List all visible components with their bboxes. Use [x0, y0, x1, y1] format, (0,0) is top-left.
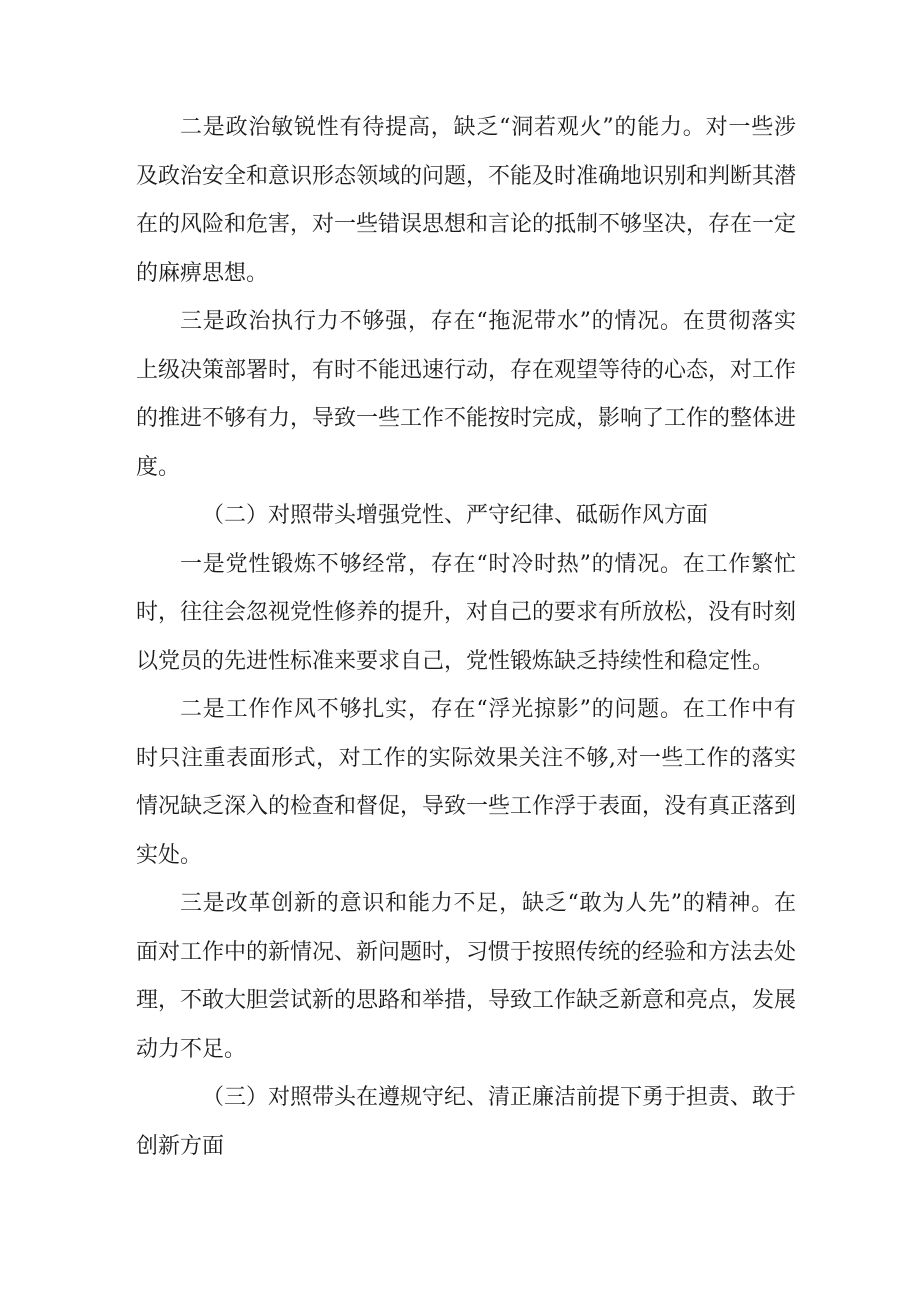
paragraph-party-training: 一是党性锻炼不够经常，存在“时冷时热”的情况。在工作繁忙时，往往会忽视党性修养的提升，对自己的要求有所放松，没有时刻以党员的先进性标准来要求自己，党性锻炼缺乏持续性和稳定性。	[136, 551, 797, 674]
document-body	[136, 104, 796, 1171]
paragraph-political-execution: 三是政治执行力不够强，存在“拖泥带水”的情况。在贯彻落实上级决策部署时，有时不能迅速行动，存在观望等待的心态，对工作的推进不够有力，导致一些工作不能按时完成，影响了工作的整体进度。	[136, 309, 797, 480]
paragraph-work-style: 二是工作作风不够扎实，存在“浮光掠影”的问题。在工作中有时只注重表面形式，对工作的实际效果关注不够,对一些工作的落实情况缺乏深入的检查和督促，导致一些工作浮于表面，没有真正落到实处。	[136, 697, 797, 868]
paragraph-political-sensitivity: 二是政治敏锐性有待提高，缺乏“洞若观火”的能力。对一些涉及政治安全和意识形态领域的问题，不能及时准确地识别和判断其潜在的风险和危害，对一些错误思想和言论的抵制不够坚决，存在一定的麻痹思想。	[136, 115, 797, 286]
section-heading-2: （二）对照带头增强党性、严守纪律、砥砺作风方面	[202, 503, 709, 528]
paragraph-innovation: 三是改革创新的意识和能力不足，缺乏“敢为人先”的精神。在面对工作中的新情况、新问题时，习惯于按照传统的经验和方法去处理，不敢大胆尝试新的思路和举措，导致工作缺乏新意和亮点，发展动力不足。	[136, 891, 797, 1062]
section-heading-3: （三）对照带头在遵规守纪、清正廉洁前提下勇于担责、敢于创新方面	[136, 1085, 797, 1159]
